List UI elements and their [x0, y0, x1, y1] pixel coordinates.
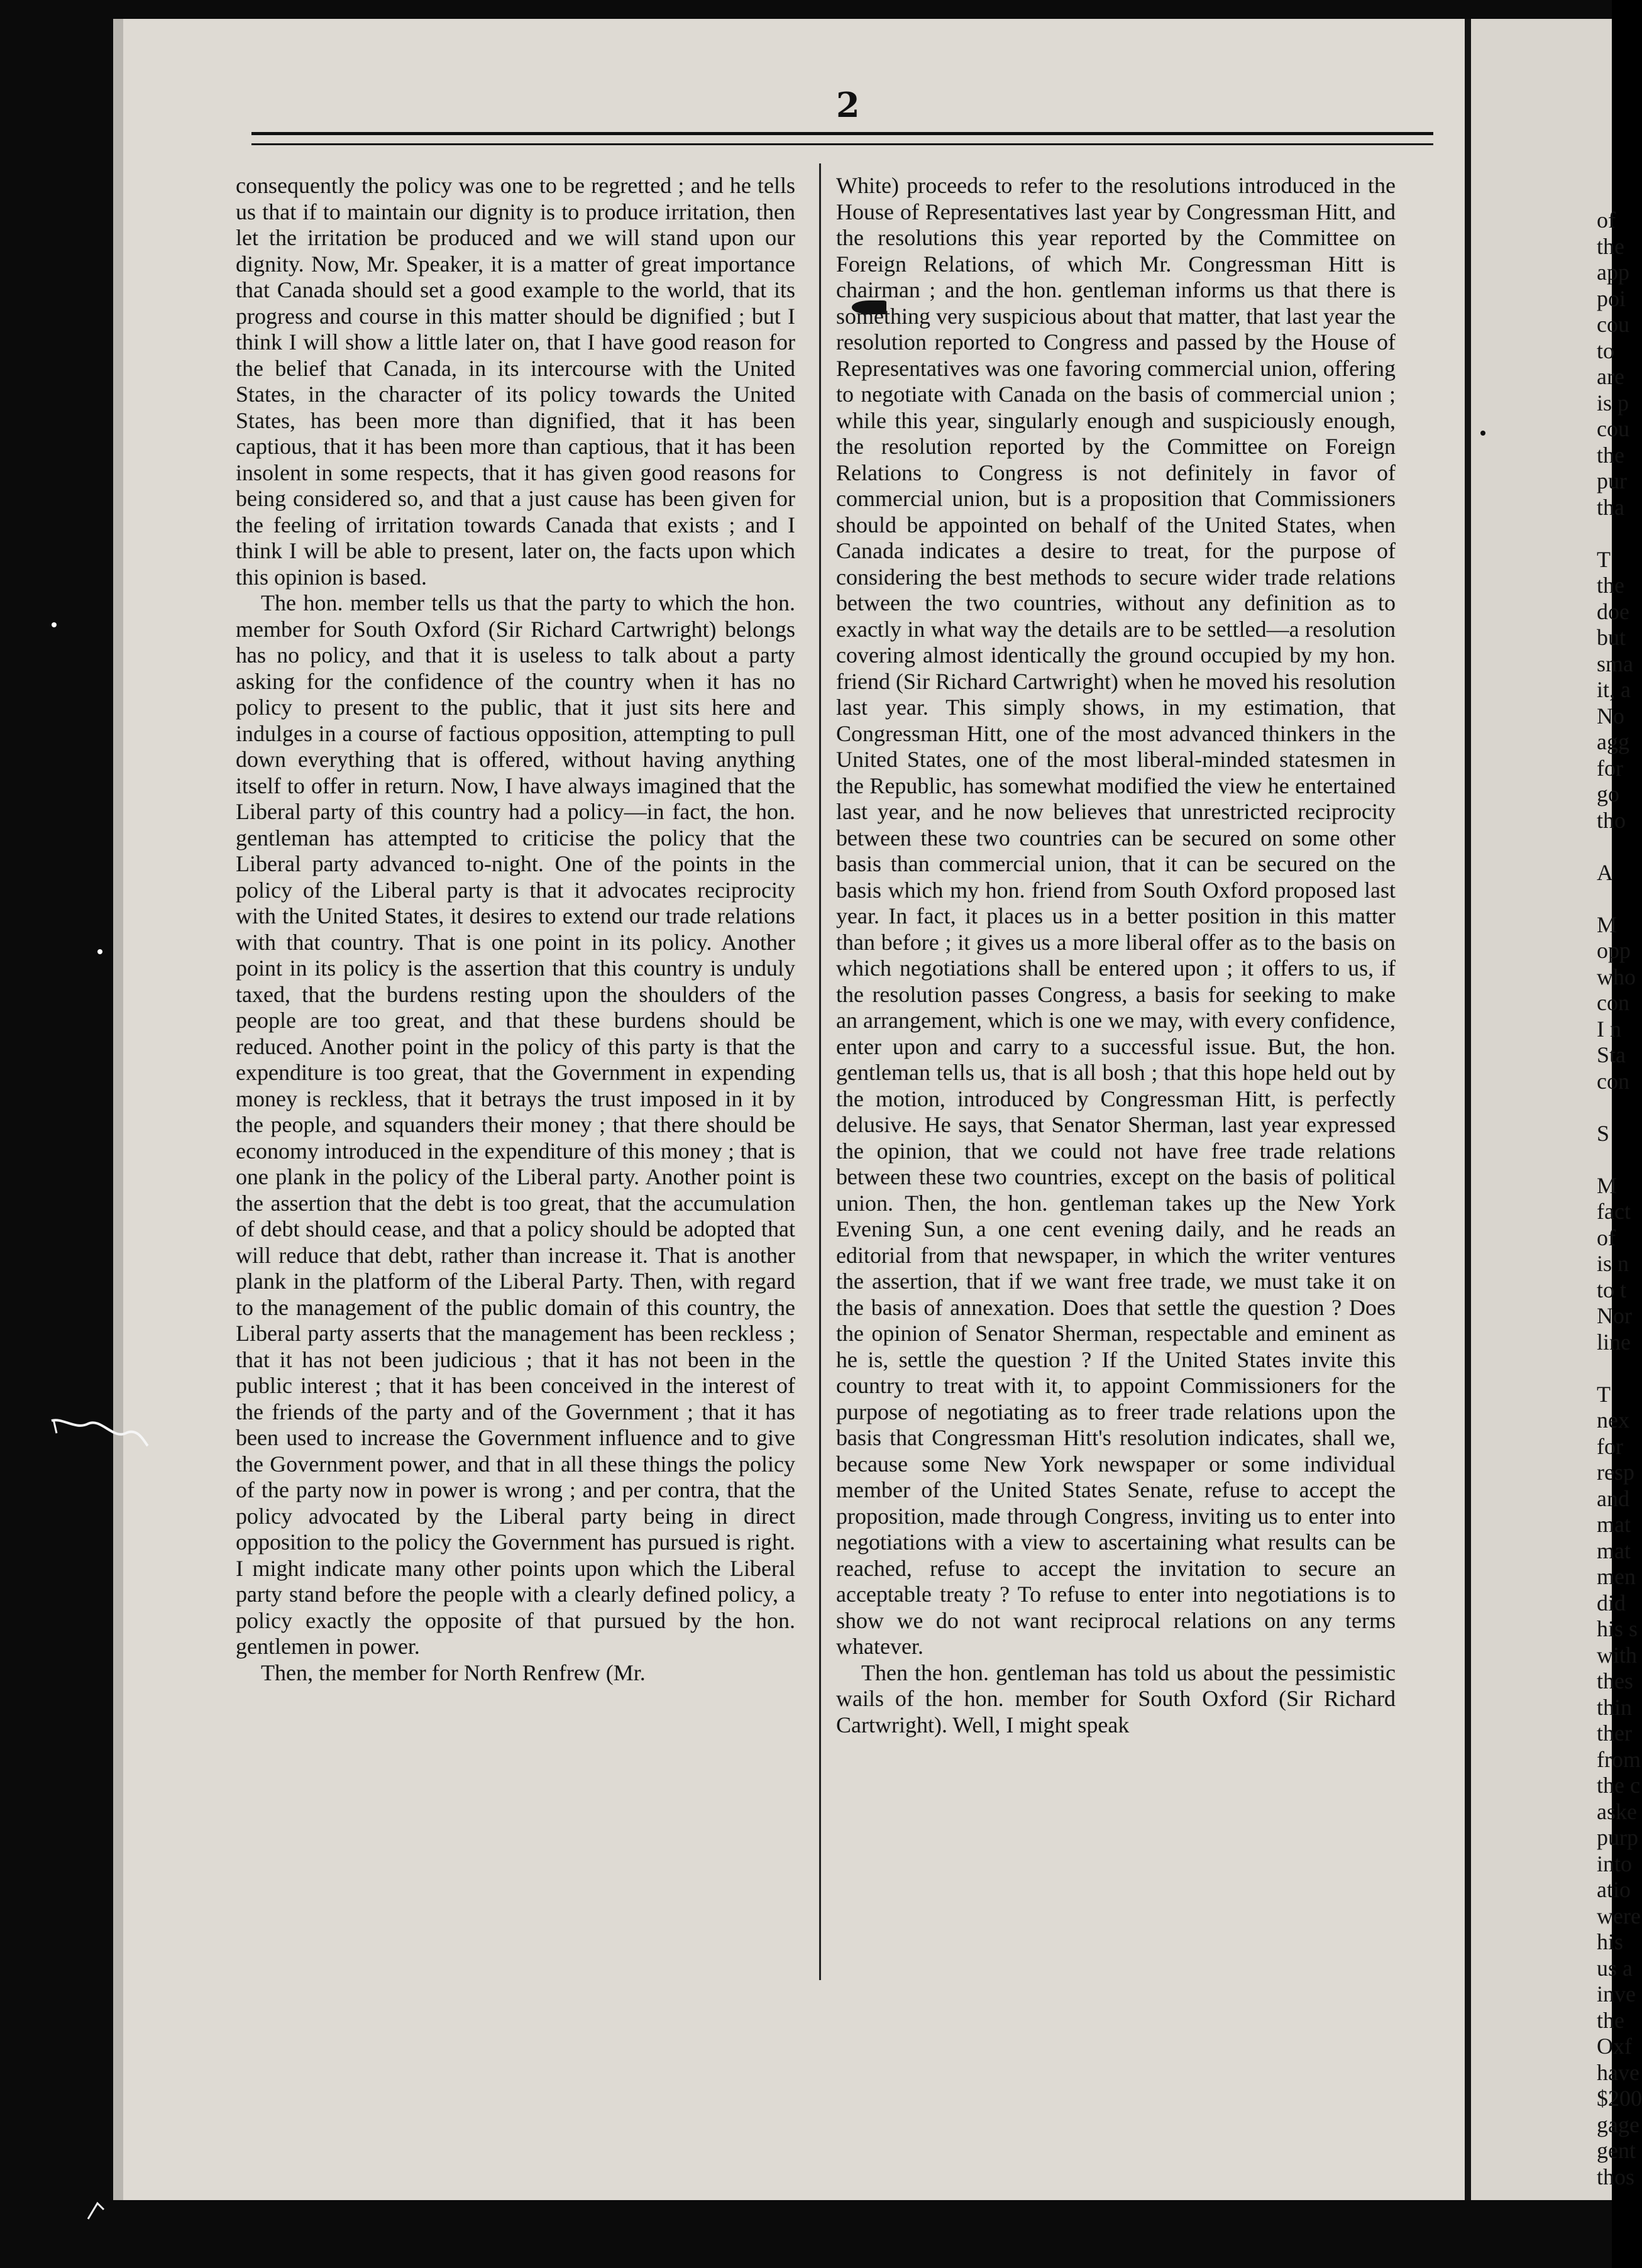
- right-paragraph-2: Then the hon. gentleman has told us about the pessimistic wails of the hon. member for South Oxford (Sir Richard Cartwright). Well, I might speak: [836, 1660, 1396, 1737]
- adjacent-page-line: app: [1597, 260, 1629, 285]
- adjacent-page-line: opp: [1597, 938, 1631, 963]
- adjacent-page-line: to: [1597, 338, 1615, 363]
- adjacent-page-line: for: [1597, 1433, 1623, 1459]
- adjacent-page-line: cou: [1597, 416, 1629, 441]
- adjacent-page-line: Nor: [1597, 1303, 1632, 1328]
- adjacent-page-line: cou: [1597, 312, 1629, 337]
- adjacent-page-line: into: [1597, 1851, 1633, 1876]
- adjacent-page-line: sma: [1597, 651, 1633, 676]
- adjacent-page-line: it, a: [1597, 677, 1631, 702]
- adjacent-page-line: [1597, 886, 1642, 912]
- film-scratch-mark: [50, 1414, 151, 1452]
- adjacent-page-line: T: [1597, 1381, 1611, 1407]
- adjacent-page-line: con: [1597, 1068, 1629, 1094]
- adjacent-page-line: M: [1597, 911, 1617, 937]
- left-paragraph-2: The hon. member tells us that the party to which the hon. member for South Oxford (Sir Richard Cartwright) belongs has no policy, and that it is useless to talk about a party asking for the confidence of the country when it has no policy to present to the public, that it just sits here and indulges in a course of factious opposition, attempting to pull down everything that is offered, without having anything itself to offer in return. Now, I have always imagined that the Liberal party of this country had a policy—in fact, the hon. gentleman has attempted to criticise the policy that the Liberal party advanced to-night. One of the points in the policy of the Liberal party is that it advocates reciprocity with the United States, it desires to extend our trade relations with that country. That is one point in its policy. Another point in its policy is the assertion that this country is unduly taxed, that the burdens resting upon the shoulders of the people are too great, and that these burdens should be reduced. Another point in the policy of this party is that the expenditure is too great, that the Government in expending money is reckless, that it betrays the trust imposed in it by the people, and squanders their money ; that there should be economy introduced in the expenditure of this money ; that is one plank in the policy of the Liberal party. Another point is the assertion that the debt is too great, that the accumulation of debt should cease, and that a policy should be adopted that will reduce that debt, rather than increase it. That is another plank in the platform of the Liberal Party. Then, with regard to the management of the public domain of this country, the Liberal party asserts that the management has been reckless ; that it has not been judicious ; that it has not been in the public interest ; that it has been conceived in the interest of the friends of the party and of the Government ; that it has been used to increase the Government influence and to give the Government power, and that in all these things the policy of the party now in power is wrong ; and per contra, that the policy advocated by the Liberal party being in direct opposition to the policy the Government has pursued is right. I might indicate many other points upon which the Liberal party stand before the people with a clearly defined policy, a policy exactly the opposite of that pursued by the hon. gentlemen in power.: [236, 590, 795, 1659]
- adjacent-page-line: have: [1597, 2059, 1639, 2085]
- dust-speck: [52, 622, 57, 627]
- adjacent-page-line: to t: [1597, 1277, 1627, 1302]
- adjacent-page-line: inve: [1597, 1981, 1636, 2007]
- adjacent-page-line: mat: [1597, 1512, 1631, 1537]
- adjacent-page-line: gent: [1597, 2138, 1636, 2163]
- adjacent-page-line: Sta: [1597, 1042, 1626, 1067]
- adjacent-page-line: is n: [1597, 1251, 1629, 1276]
- adjacent-page-line: of: [1597, 207, 1616, 233]
- adjacent-page-line: A: [1597, 859, 1613, 885]
- adjacent-page-line: go: [1597, 781, 1619, 806]
- adjacent-page-line: of: [1597, 1225, 1616, 1250]
- adjacent-page-line: pur: [1597, 468, 1627, 493]
- adjacent-page-line: resp: [1597, 1460, 1634, 1485]
- adjacent-page-line: the: [1597, 442, 1624, 468]
- adjacent-page-line: S: [1597, 1120, 1610, 1146]
- left-column: [236, 173, 795, 2247]
- adjacent-page-line: thes: [1597, 1668, 1633, 1693]
- adjacent-page-line: from: [1597, 1746, 1641, 1772]
- adjacent-page-line: [1597, 1147, 1642, 1173]
- page-number: 2: [836, 85, 860, 125]
- adjacent-page-line: atio: [1597, 1877, 1631, 1902]
- dust-speck: [97, 949, 102, 954]
- adjacent-page-line: for: [1597, 755, 1623, 781]
- adjacent-page-line: [1597, 834, 1642, 860]
- adjacent-page-line: the: [1597, 573, 1624, 598]
- adjacent-page-line: and: [1597, 1485, 1629, 1511]
- adjacent-page-line: purp: [1597, 1825, 1638, 1850]
- adjacent-page-line: are: [1597, 364, 1624, 389]
- header-rule-thick: [251, 132, 1433, 135]
- left-paragraph-1: consequently the policy was one to be regretted ; and he tells us that if to maintain our dignity is to produce irritation, then let the irritation be produced and we will stand upon our dignity. Now, Mr. Speaker, it is a matter of great importance that Canada should set a good example to the world, that its progress and course in this matter should be dignified ; but I think I will show a little later on, that I have good reason for the belief that Canada, in its intercourse with the United States, in the character of its policy towards the United States, has been more than dignified, that it has been captious, that it has been more than captious, that it has been insolent in some respects, that it has given good reasons for being considered so, and that a just cause has been given for the feeling of irritation towards Canada that exists ; and I think I will be able to present, later on, the facts upon which this opinion is based.: [236, 173, 795, 590]
- adjacent-page-line: I n: [1597, 1016, 1621, 1042]
- left-paragraph-3: Then, the member for North Renfrew (Mr.: [261, 1660, 646, 1685]
- adjacent-page-line: fact: [1597, 1199, 1631, 1224]
- film-scratch-mark-bottom: [85, 2197, 110, 2222]
- adjacent-page-line: line: [1597, 1329, 1631, 1355]
- adjacent-page-line: the: [1597, 233, 1624, 259]
- adjacent-page-line: tha: [1597, 494, 1624, 520]
- adjacent-page-line: agg: [1597, 729, 1629, 754]
- adjacent-page-line: but: [1597, 625, 1626, 650]
- adjacent-page-line: ther: [1597, 1720, 1632, 1746]
- adjacent-page-line: tho: [1597, 807, 1626, 833]
- adjacent-page-line: aske: [1597, 1798, 1637, 1824]
- adjacent-page-line: nex: [1597, 1407, 1629, 1433]
- adjacent-page-line: T: [1597, 546, 1611, 572]
- adjacent-page-line: did: [1597, 1590, 1626, 1616]
- right-paragraph-1: White) proceeds to refer to the resolutions introduced in the House of Representatives last year by Congressman Hitt, and the resolutions this year reported by the Committee on Foreign Relations, of which Mr. Congressman Hitt is chairman ; and the hon. gentleman informs us that there is something very suspicious about that matter, that last year the resolution reported to Congress and passed by the House of Representatives was one favoring commercial union, offering to negotiate with Canada on the basis of commercial union ; while this year, singularly enough and suspiciously enough, the resolution reported by the Committee on Foreign Relations to Congress is not definitely in favor of commercial union, but is a proposition that Commissioners should be appointed on behalf of the United States, when Canada indicates a desire to treat, for the purpose of considering the best methods to secure wider trade relations between the two countries, without any definition as to exactly in what way the details are to be settled—a resolution covering almost identically the ground occupied by my hon. friend (Sir Richard Cartwright) when he moved his resolution last year. This simply shows, in my estimation, that Congressman Hitt, one of the most advanced thinkers in the United States, one of the most liberal-minded statesmen in the Republic, has somewhat modified the view he entertained last year, and he now believes that unrestricted reciprocity between these two countries can be secured on some other basis than commercial union, that it can be secured on the basis which my hon. friend from South Oxford proposed last year. In fact, it places us in a better position in this matter than before ; it gives us a more liberal offer as to the basis on which negotiations shall be entered upon ; it offers to us, if the resolution passes Congress, a basis for seeking to make an arrangement, which is one we may, with every confidence, enter upon and carry to a successful issue. But, the hon. gentleman tells us, that is all bosh ; that this hope held out by the motion, introduced by Congressman Hitt, is perfectly delusive. He says, that Senator Sherman, last year expressed the opinion, that we could not have free trade relations between these two countries, except on the basis of political union. Then, the hon. gentleman takes up the New York Evening Sun, a one cent evening daily, and he reads an editorial from that newspaper, in which the writer ventures the assertion, that if we want free trade, we must take it on the basis of annexation. Does that settle the question ? Does the opinion of Senator Sherman, respectable and eminent as he is, settle the question ? If the United States invite this country to treat with it, to appoint Commissioners for the purpose of negotiating as to freer trade relations upon the basis that Congressman Hitt's resolution indicates, shall we, because some New York newspaper or some individual member of the United States Senate, refuse to accept the proposition, made through Congress, inviting us to enter into negotiations with a view to ascertaining what results can be reached, refuse to accept the invitation to secure an acceptable treaty ? To refuse to enter into negotiations is to show we do not want reciprocal relations on any terms whatever.: [836, 173, 1396, 1659]
- column-divider: [819, 163, 821, 1980]
- adjacent-page-line: [1597, 520, 1642, 547]
- adjacent-page-line: M: [1597, 1172, 1617, 1198]
- adjacent-page-line: [1597, 1094, 1642, 1121]
- dust-speck: [1480, 431, 1485, 436]
- adjacent-page: [1471, 19, 1612, 2200]
- adjacent-page-line: were: [1597, 1903, 1641, 1929]
- adjacent-page-line: thos: [1597, 2164, 1635, 2189]
- adjacent-page-line: men: [1597, 1564, 1636, 1589]
- header-rule-thin: [251, 143, 1433, 145]
- right-column: [836, 173, 1396, 1738]
- adjacent-page-line: gage: [1597, 2111, 1639, 2137]
- adjacent-page-line: thin: [1597, 1694, 1633, 1720]
- adjacent-page-line: mat: [1597, 1538, 1631, 1563]
- adjacent-page-text: [1597, 207, 1642, 2190]
- adjacent-page-line: the: [1597, 2007, 1624, 2033]
- adjacent-page-line: Oxf: [1597, 2034, 1632, 2059]
- adjacent-page-line: con: [1597, 990, 1629, 1015]
- adjacent-page-line: No: [1597, 703, 1624, 729]
- adjacent-page-line: the c: [1597, 1773, 1640, 1798]
- adjacent-page-line: [1597, 1355, 1642, 1382]
- adjacent-page-line: doe: [1597, 598, 1629, 624]
- adjacent-page-line: $200: [1597, 2086, 1642, 2111]
- adjacent-page-line: is p: [1597, 390, 1629, 416]
- adjacent-page-line: his: [1597, 1929, 1624, 1954]
- adjacent-page-line: who: [1597, 964, 1636, 989]
- adjacent-page-line: with: [1597, 1642, 1638, 1668]
- adjacent-page-line: poi: [1597, 285, 1626, 311]
- adjacent-page-line: us a: [1597, 1955, 1633, 1981]
- adjacent-page-line: his s: [1597, 1616, 1638, 1641]
